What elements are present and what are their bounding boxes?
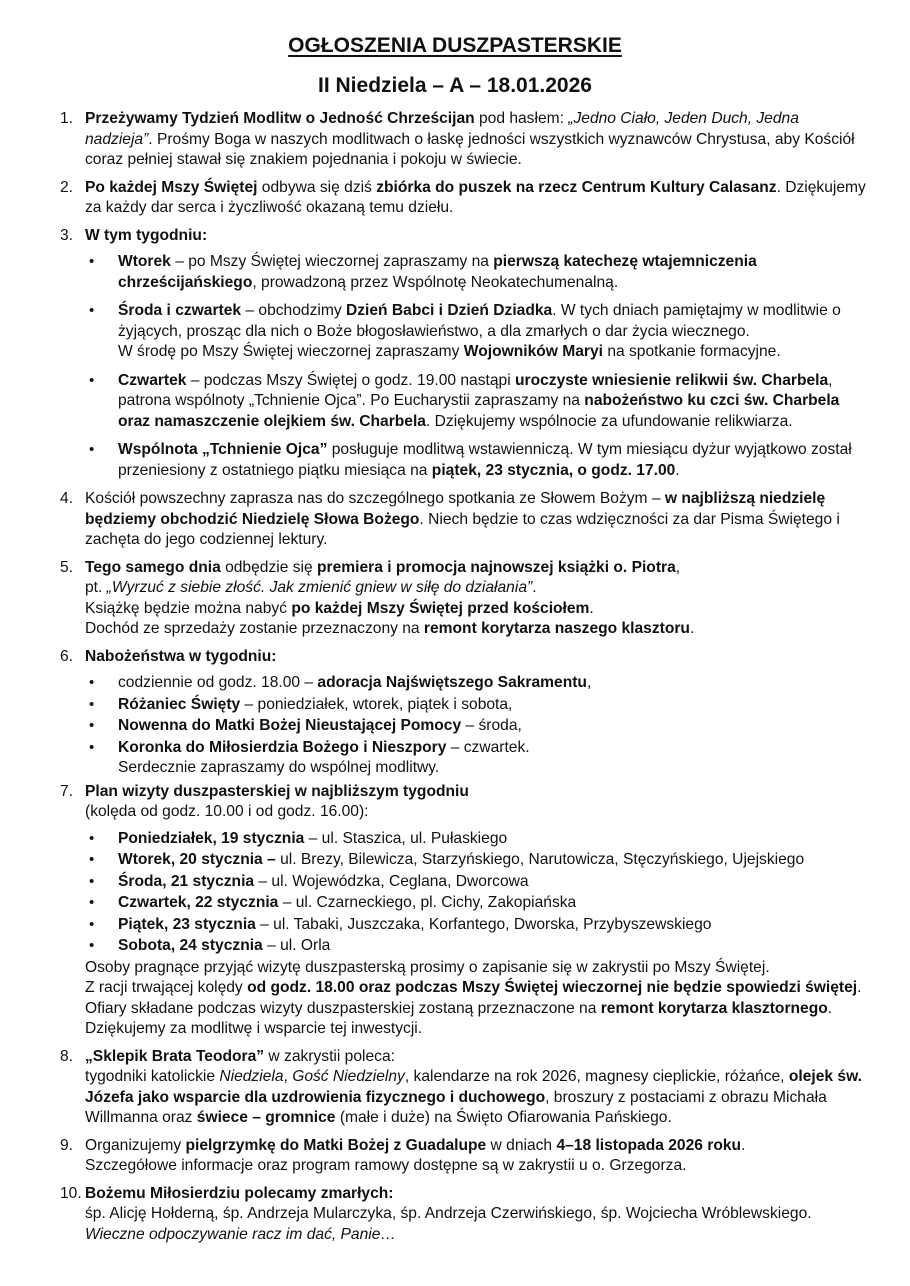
item-number: 5. bbox=[60, 558, 74, 576]
text: , bbox=[586, 674, 592, 691]
item-number: 1. bbox=[60, 110, 74, 127]
announcement-item bbox=[60, 782, 870, 1040]
text: , broszury z postaciami z obrazu Michała Willmanna oraz bbox=[85, 1088, 827, 1126]
text: odbywa się dziś bbox=[257, 178, 377, 196]
bold-text: remont korytarza naszego klasztoru bbox=[423, 620, 690, 637]
bullet-item bbox=[89, 738, 870, 759]
item-body bbox=[85, 647, 870, 668]
text: . bbox=[532, 579, 537, 596]
italic-text: „Jedno Ciało, Jeden Duch, Jedna nadzieja” bbox=[85, 110, 799, 148]
bold-text: remont korytarza klasztornego bbox=[600, 999, 828, 1017]
bullet-footer bbox=[118, 758, 870, 779]
bullet-item bbox=[89, 695, 870, 716]
bold-text: w najbliższą niedzielę będziemy obchodzić Niedzielę Słowa Bożego bbox=[85, 490, 826, 528]
bold-text: Środa, 21 stycznia bbox=[118, 872, 255, 890]
text: – poniedziałek, wtorek, piątek i sobota, bbox=[240, 695, 513, 713]
bullet-list bbox=[60, 829, 870, 957]
italic-text: Wieczne odpoczywanie racz im dać, Panie… bbox=[85, 1225, 397, 1243]
bold-text: od godz. 18.00 oraz podczas Mszy Świętej wieczornej nie będzie spowiedzi świętej bbox=[247, 979, 858, 996]
item-body bbox=[85, 558, 870, 640]
bullet-list bbox=[60, 252, 870, 481]
text: – obchodzimy bbox=[241, 302, 346, 319]
bold-text: Wtorek, 20 stycznia – bbox=[118, 851, 276, 868]
bullet-list bbox=[60, 673, 870, 758]
item-number: 7. bbox=[60, 782, 74, 800]
italic-text: Gość Niedzielny bbox=[292, 1068, 405, 1085]
bold-text: pierwszą katechezę wtajemniczenia chrześcijańskiego bbox=[118, 253, 757, 291]
bold-text: adoracja Najświętszego Sakramentu bbox=[317, 674, 587, 691]
bold-text: Czwartek, 22 stycznia bbox=[118, 894, 279, 911]
text: – środa, bbox=[461, 717, 522, 734]
bold-text: premiera i promocja najnowszej książki o. Piotra bbox=[316, 558, 676, 576]
bold-text: Dzień Babci i Dzień Dziadka bbox=[345, 302, 553, 319]
announcement-item bbox=[60, 1136, 870, 1177]
text: śp. Alicję Hołderną, śp. Andrzeja Mularczyka, śp. Andrzeja Czerwińskiego, śp. Wojciecha Wróblewskiego. bbox=[85, 1205, 812, 1222]
item-body bbox=[85, 1136, 870, 1177]
bullet-item bbox=[89, 936, 870, 957]
text: Organizujemy bbox=[85, 1136, 186, 1154]
bullet-item bbox=[89, 252, 870, 293]
item-body bbox=[85, 1047, 870, 1129]
text: . bbox=[589, 599, 594, 617]
bold-text: Plan wizyty duszpasterskiej w najbliższym tygodniu bbox=[85, 782, 469, 800]
bold-text: piątek, 23 stycznia, o godz. 17.00 bbox=[431, 461, 676, 479]
announcement-item bbox=[60, 558, 870, 640]
item-number: 4. bbox=[60, 490, 74, 507]
document-subtitle: II Niedziela – A – 18.01.2026 bbox=[318, 74, 592, 97]
announcement-item bbox=[60, 226, 870, 482]
text: Ofiary składane podczas wizyty duszpasterskiej zostaną przeznaczone na bbox=[85, 999, 601, 1017]
text: – czwartek. bbox=[446, 738, 530, 756]
text: Osoby pragnące przyjąć wizytę duszpasterską prosimy o zapisanie się w zakrystii po Mszy Świętej. bbox=[85, 958, 770, 976]
item-number: 6. bbox=[60, 647, 74, 665]
bold-text: „Sklepik Brata Teodora” bbox=[85, 1047, 265, 1065]
text: , prowadzoną przez Wspólnotę Neokatechumenalną. bbox=[252, 273, 619, 291]
bullet-item bbox=[89, 301, 870, 363]
text: Kościół powszechny zaprasza nas do szczególnego spotkania ze Słowem Bożym – bbox=[85, 490, 665, 507]
item-footer bbox=[85, 958, 870, 1040]
text: codziennie od godz. 18.00 – bbox=[118, 674, 318, 691]
item-number: 2. bbox=[60, 178, 74, 196]
item-body bbox=[85, 1184, 870, 1246]
text: . bbox=[675, 461, 680, 479]
bold-text: olejek św. Józefa jako wsparcie dla uzdrowienia fizycznego i duchowego bbox=[85, 1068, 862, 1106]
bullet-item bbox=[89, 850, 870, 871]
item-number: 9. bbox=[60, 1136, 74, 1154]
text: . Niech będzie to czas wdzięczności za dar Pisma Świętego i zachęta do jego codziennej lektury. bbox=[85, 510, 840, 548]
bold-text: Wtorek bbox=[118, 253, 171, 270]
bold-text: Wspólnota „Tchnienie Ojca” bbox=[118, 441, 328, 458]
text: . bbox=[689, 620, 695, 637]
text: tygodniki katolickie bbox=[85, 1068, 220, 1085]
text: (małe i duże) na Święto Ofiarowania Pańskiego. bbox=[335, 1109, 672, 1126]
announcement-item bbox=[60, 647, 870, 779]
bold-text: Koronka do Miłosierdzia Bożego i Nieszpory bbox=[118, 738, 447, 756]
item-body bbox=[85, 226, 870, 247]
item-body bbox=[85, 782, 870, 823]
text: . Dziękujemy za każdy dar serca i życzliwość okazaną temu dziełu. bbox=[85, 178, 866, 216]
bullet-item bbox=[89, 716, 870, 737]
bold-text: Tego samego dnia bbox=[85, 558, 221, 576]
bold-text: Piątek, 23 stycznia bbox=[118, 915, 256, 933]
text: , patrona wspólnoty „Tchnienie Ojca”. Po Eucharystii zapraszamy na bbox=[118, 371, 833, 409]
text: – ul. Wojewódzka, Ceglana, Dworcowa bbox=[254, 872, 529, 890]
text: – ul. Czarneckiego, pl. Cichy, Zakopiańska bbox=[278, 894, 577, 911]
announcement-item bbox=[60, 1184, 870, 1246]
text: w dniach bbox=[486, 1136, 557, 1154]
announcement-item bbox=[60, 178, 870, 219]
bullet-item bbox=[89, 915, 870, 936]
text: , kalendarze na rok 2026, magnesy cieplickie, różańce, bbox=[404, 1068, 789, 1085]
text: – ul. Tabaki, Juszczaka, Korfantego, Dworska, Przybyszewskiego bbox=[255, 915, 712, 933]
text: . bbox=[741, 1136, 746, 1154]
bold-text: Czwartek bbox=[118, 371, 187, 389]
text: W środę po Mszy Świętej wieczornej zapraszamy bbox=[118, 343, 464, 360]
bold-text: Środa i czwartek bbox=[118, 302, 242, 319]
text: pod hasłem: bbox=[474, 110, 569, 127]
announcement-item bbox=[60, 109, 870, 171]
bold-text: Wojowników Maryi bbox=[463, 343, 603, 360]
bold-text: Nowenna do Matki Bożej Nieustającej Pomocy bbox=[118, 717, 462, 734]
text: Z racji trwającej kolędy bbox=[85, 979, 248, 996]
text: . Dziękujemy wspólnocie za ufundowanie relikwiarza. bbox=[425, 412, 793, 430]
bold-text: W tym tygodniu: bbox=[85, 226, 208, 244]
italic-text: Niedziela bbox=[219, 1068, 284, 1085]
text: Serdecznie zapraszamy do wspólnej modlitwy. bbox=[118, 759, 440, 776]
announcements-list bbox=[60, 109, 870, 1252]
bullet-item bbox=[89, 829, 870, 850]
text: (kolęda od godz. 10.00 i od godz. 16.00): bbox=[85, 803, 369, 820]
text: . W tych dniach pamiętajmy w modlitwie o żyjących, prosząc dla nich o Boże błogosławieństwo, a dla zmarłych o dar życia wiecznego. bbox=[118, 302, 841, 340]
bold-text: nabożeństwo ku czci św. Charbela oraz namaszczenie olejkiem św. Charbela bbox=[118, 392, 840, 430]
text: , bbox=[675, 558, 681, 576]
item-number: 3. bbox=[60, 226, 74, 244]
text: . Dziękujemy za modlitwę i wsparcie tej inwestycji. bbox=[85, 999, 833, 1037]
text: – podczas Mszy Świętej o godz. 19.00 nastąpi bbox=[186, 371, 515, 389]
bullet-item bbox=[89, 440, 870, 481]
bullet-item bbox=[89, 893, 870, 914]
text: – po Mszy Świętej wieczornej zapraszamy na bbox=[170, 253, 494, 270]
bold-text: 4–18 listopada 2026 roku bbox=[556, 1136, 742, 1154]
item-body bbox=[85, 109, 870, 171]
bold-text: Różaniec Święty bbox=[118, 695, 241, 713]
item-body bbox=[85, 178, 870, 219]
item-number: 8. bbox=[60, 1047, 74, 1065]
text: – ul. Staszica, ul. Pułaskiego bbox=[304, 829, 508, 847]
text: pt. bbox=[85, 579, 107, 596]
text: na spotkanie formacyjne. bbox=[602, 343, 781, 360]
bullet-item bbox=[89, 371, 870, 433]
bold-text: Sobota, 24 stycznia bbox=[118, 937, 263, 954]
bold-text: uroczyste wniesienie relikwii św. Charbela bbox=[515, 371, 829, 389]
text: Dochód ze sprzedaży zostanie przeznaczony na bbox=[85, 620, 424, 637]
text: . bbox=[857, 979, 862, 996]
text: – ul. Orla bbox=[262, 937, 331, 954]
text: ul. Brezy, Bilewicza, Starzyńskiego, Narutowicza, Stęczyńskiego, Ujejskiego bbox=[275, 851, 805, 868]
text: posługuje modlitwą wstawienniczą. W tym miesiącu dyżur wyjątkowo został przeniesiony z ostatniego piątku miesiąca na bbox=[118, 441, 852, 479]
text: odbędzie się bbox=[220, 558, 317, 576]
bold-text: Przeżywamy Tydzień Modlitw o Jedność Chrześcijan bbox=[85, 110, 475, 127]
italic-text: „Wyrzuć z siebie złość. Jak zmienić gniew w siłę do działania” bbox=[106, 579, 533, 596]
text: . Prośmy Boga w naszych modlitwach o łaskę jedności wszystkich wyznawców Chrystusa, aby Kościół coraz pełniej stawał się znakiem pojednania i pokoju w świecie. bbox=[85, 130, 855, 168]
bold-text: Bożemu Miłosierdziu polecamy zmarłych: bbox=[85, 1184, 394, 1202]
bullet-item bbox=[89, 872, 870, 893]
bold-text: Po każdej Mszy Świętej bbox=[85, 178, 258, 196]
announcement-item bbox=[60, 1047, 870, 1129]
document-title: OGŁOSZENIA DUSZPASTERSKIE bbox=[288, 34, 622, 57]
text: , bbox=[283, 1068, 293, 1085]
text: w zakrystii poleca: bbox=[264, 1047, 395, 1065]
bold-text: po każdej Mszy Świętej przed kościołem bbox=[291, 599, 590, 617]
bold-text: Poniedziałek, 19 stycznia bbox=[118, 829, 305, 847]
item-number: 10. bbox=[60, 1184, 82, 1202]
text: Książkę będzie można nabyć bbox=[85, 599, 292, 617]
text: Szczegółowe informacje oraz program ramowy dostępne są w zakrystii u o. Grzegorza. bbox=[85, 1157, 687, 1174]
bullet-item bbox=[89, 673, 870, 694]
bold-text: zbiórka do puszek na rzecz Centrum Kultury Calasanz bbox=[376, 178, 777, 196]
bold-text: Nabożeństwa w tygodniu: bbox=[85, 647, 277, 665]
bold-text: świece – gromnice bbox=[196, 1109, 336, 1126]
bold-text: pielgrzymkę do Matki Bożej z Guadalupe bbox=[185, 1136, 487, 1154]
item-body bbox=[85, 489, 870, 551]
announcement-item bbox=[60, 489, 870, 551]
